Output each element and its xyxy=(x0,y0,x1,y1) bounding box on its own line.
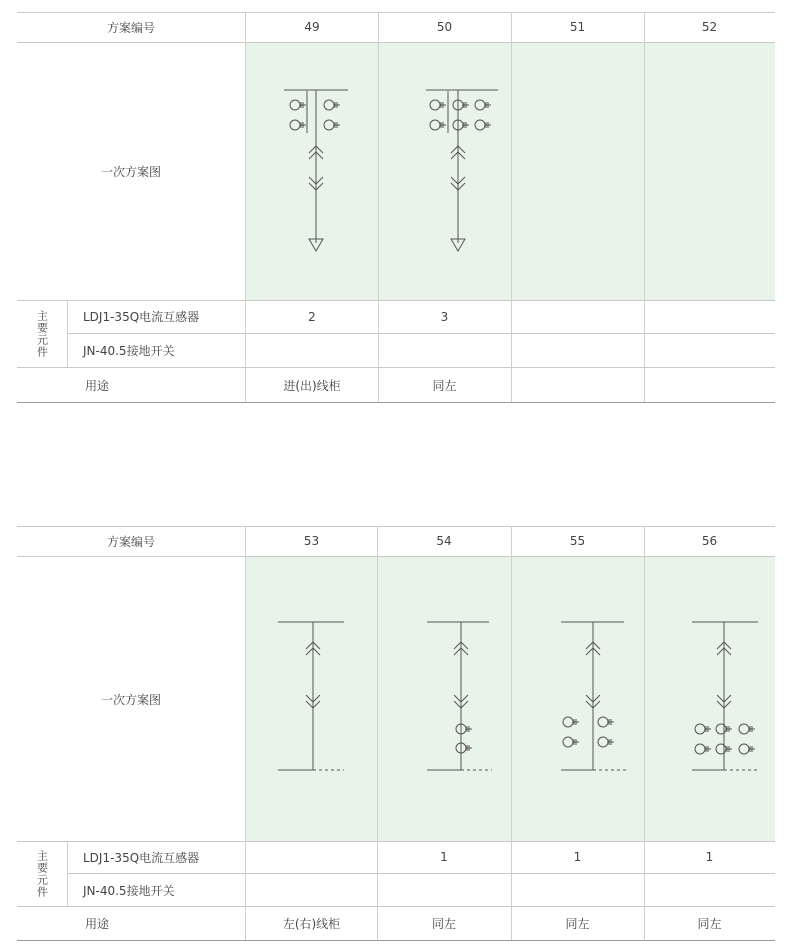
component-value xyxy=(246,841,377,873)
usage-value: 同左 xyxy=(431,917,456,931)
single-line-diagram-56 xyxy=(644,557,775,841)
component-value xyxy=(511,334,644,367)
component-value xyxy=(644,334,775,367)
scheme-number: 52 xyxy=(701,20,718,34)
component-group-label xyxy=(17,841,67,906)
component-value: 1 xyxy=(705,850,714,864)
component-value xyxy=(378,334,511,367)
usage-value xyxy=(644,368,775,402)
usage-value: 同左 xyxy=(697,917,722,931)
component-value xyxy=(246,874,377,906)
diagram-row-label: 一次方案图 xyxy=(100,165,161,179)
component-value xyxy=(511,300,644,333)
usage-value: 进(出)线柜 xyxy=(283,378,341,393)
component-value xyxy=(511,874,644,906)
component-value: 1 xyxy=(440,850,448,864)
component-value xyxy=(246,334,378,367)
single-line-diagram-49 xyxy=(246,43,378,300)
header-label: 方案编号 xyxy=(106,20,155,35)
component-value: 2 xyxy=(308,309,316,324)
component-name: LDJ1-35Q电流互感器 xyxy=(83,850,200,865)
diagram-row-label: 一次方案图 xyxy=(100,692,161,707)
scheme-number: 56 xyxy=(701,534,718,548)
single-line-diagram-50 xyxy=(378,43,511,300)
usage-label: 用途 xyxy=(84,378,109,393)
usage-label: 用途 xyxy=(84,917,109,931)
scheme-number: 51 xyxy=(569,20,586,34)
component-value xyxy=(644,874,775,906)
scheme-number: 53 xyxy=(303,534,320,548)
single-line-diagram-53 xyxy=(246,557,377,841)
component-value xyxy=(377,874,511,906)
group-label-text: 主要元件 xyxy=(35,309,49,358)
single-line-diagram-55 xyxy=(511,557,644,841)
usage-value: 左(右)线柜 xyxy=(282,917,341,931)
component-name: LDJ1-35Q电流互感器 xyxy=(83,310,200,324)
scheme-table-2 xyxy=(17,514,775,942)
component-name: JN-40.5接地开关 xyxy=(83,344,175,358)
component-value: 3 xyxy=(440,309,449,324)
component-value: 1 xyxy=(573,850,582,864)
diagram-cell-52 xyxy=(644,43,775,300)
single-line-diagram-54 xyxy=(377,557,511,841)
group-label-text: 主要元件 xyxy=(35,849,49,898)
usage-value xyxy=(511,368,644,402)
header-label: 方案编号 xyxy=(106,534,155,549)
usage-value: 同左 xyxy=(432,378,457,393)
scheme-number: 50 xyxy=(436,20,453,34)
scheme-table-1 xyxy=(17,0,775,403)
component-value xyxy=(644,300,775,333)
usage-value: 同左 xyxy=(565,917,590,931)
component-group-label xyxy=(17,300,67,367)
scheme-number: 54 xyxy=(436,534,452,548)
component-name: JN-40.5接地开关 xyxy=(83,883,175,898)
scheme-number: 55 xyxy=(569,534,586,548)
scheme-number: 49 xyxy=(304,20,320,34)
diagram-cell-51 xyxy=(511,43,644,300)
